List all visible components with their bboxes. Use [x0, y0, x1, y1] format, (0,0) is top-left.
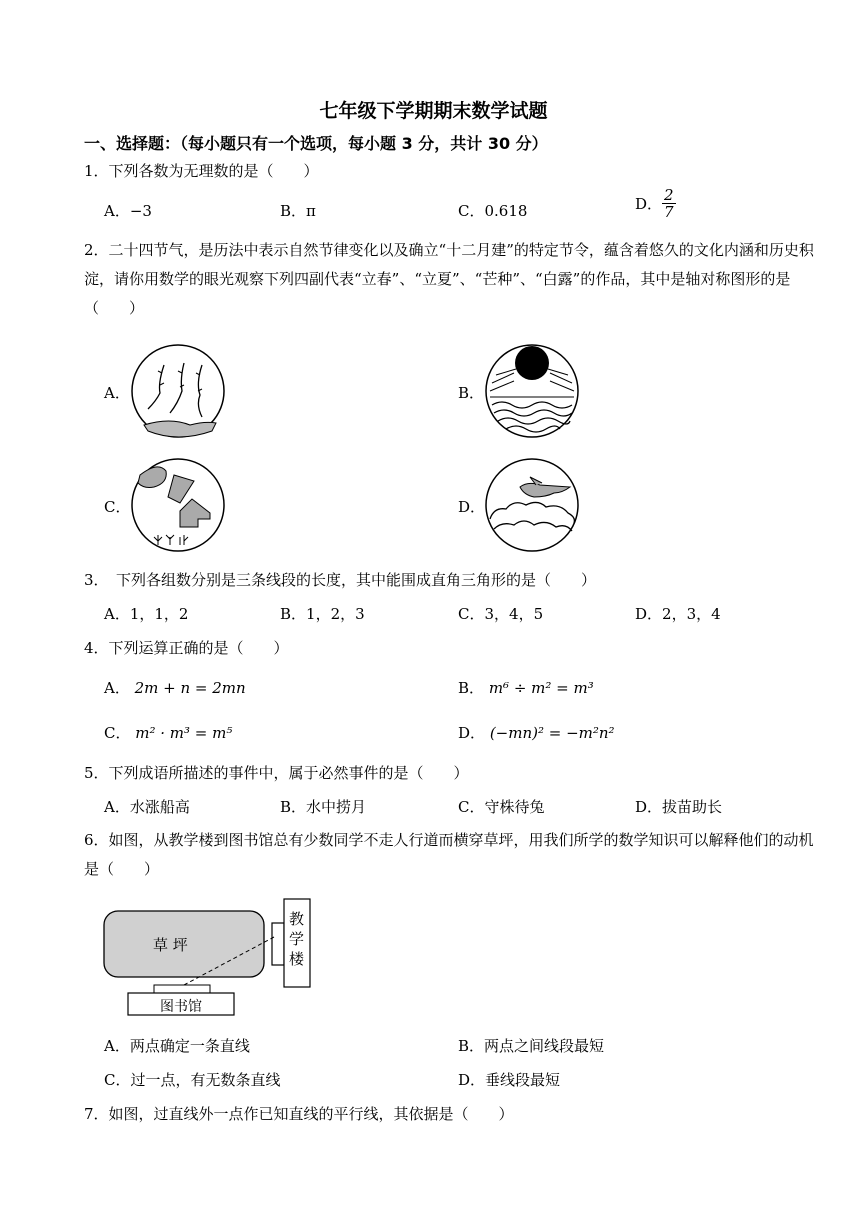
q6-option-b: B．两点之间线段最短	[458, 1037, 605, 1055]
q4-option-a-expression: 2m + n = 2mn	[134, 679, 246, 697]
q4-option-b-label: B．	[458, 679, 485, 697]
page-title: 七年级下学期期末数学试题	[319, 100, 548, 122]
q4-option-a-label: A．	[104, 679, 130, 697]
question-6-stem: 6．如图，从教学楼到图书馆总有少数同学不走人行道而横穿草坪，用我们所学的数学知识可以解释他们的动机是（ ）	[84, 831, 814, 878]
solar-term-image-c	[130, 457, 226, 553]
question-4-stem: 4．下列运算正确的是（ ）	[84, 639, 289, 657]
section-heading: 一、选择题：（每小题只有一个选项，每小题 3 分，共计 30 分）	[84, 134, 548, 153]
building-label-3: 楼	[289, 950, 305, 968]
q1-option-b: B．π	[280, 202, 316, 220]
question-3-stem: 3． 下列各组数分别是三条线段的长度，其中能围成直角三角形的是（ ）	[84, 571, 597, 589]
q2-option-c: C．	[104, 498, 131, 516]
q5-option-c: C．守株待兔	[458, 798, 545, 816]
q2-option-d: D．	[458, 498, 486, 516]
q4-option-c	[104, 722, 232, 743]
fraction-numerator: 2	[664, 186, 674, 204]
lawn-label: 草 坪	[153, 936, 188, 954]
solar-term-image-b	[484, 343, 580, 439]
question-7-stem: 7．如图，过直线外一点作已知直线的平行线，其依据是（ ）	[84, 1105, 514, 1123]
q4-option-d	[458, 722, 615, 743]
building-label-2: 学	[289, 930, 305, 948]
campus-diagram	[100, 897, 320, 1021]
q5-option-b: B．水中捞月	[280, 798, 367, 816]
q6-option-c: C．过一点，有无数条直线	[104, 1071, 281, 1089]
q4-option-d-expression: (−mn)² = −m²n²	[489, 724, 615, 742]
q6-option-d: D．垂线段最短	[458, 1071, 561, 1089]
q5-option-a: A．水涨船高	[104, 798, 190, 816]
q5-option-d: D．拔苗助长	[635, 798, 723, 816]
question-2-stem: 2．二十四节气，是历法中表示自然节律变化以及确立“十二月建”的特定节令，蕴含着悠久的文化内涵和历史积淀，请你用数学的眼光观察下列四副代表“立春”、“立夏”、“芒种”、“白露”的作品，其中是轴对称图形的是（ ）	[84, 241, 814, 317]
question-5-stem: 5．下列成语所描述的事件中，属于必然事件的是（ ）	[84, 764, 469, 782]
q3-option-c: C．3，4，5	[458, 605, 544, 623]
q2-option-a: A．	[104, 384, 130, 402]
fraction-denominator: 7	[664, 203, 674, 221]
q4-option-d-label: D．	[458, 724, 486, 742]
q6-option-a: A．两点确定一条直线	[104, 1037, 250, 1055]
q1-option-d-label: D．	[635, 195, 663, 213]
fraction	[662, 187, 676, 220]
q4-option-c-expression: m² · m³ = m⁵	[135, 724, 233, 742]
question-1-stem: 1．下列各数为无理数的是（ ）	[84, 162, 319, 180]
q2-option-b: B．	[458, 384, 485, 402]
q3-option-a: A．1，1，2	[104, 605, 189, 623]
q1-option-d	[635, 187, 676, 220]
q4-option-b	[458, 677, 594, 698]
building-label-1: 教	[289, 910, 305, 928]
library-label: 图书馆	[160, 999, 202, 1015]
solar-term-image-d	[484, 457, 580, 553]
solar-term-image-a	[130, 343, 226, 439]
q4-option-b-expression: m⁶ ÷ m² = m³	[488, 679, 594, 697]
q4-option-c-label: C．	[104, 724, 131, 742]
q4-option-a	[104, 677, 246, 698]
q1-option-c: C．0.618	[458, 202, 528, 220]
q1-option-a: A．−3	[104, 202, 152, 220]
q3-option-b: B．1，2，3	[280, 605, 365, 623]
q3-option-d: D．2，3，4	[635, 605, 721, 623]
